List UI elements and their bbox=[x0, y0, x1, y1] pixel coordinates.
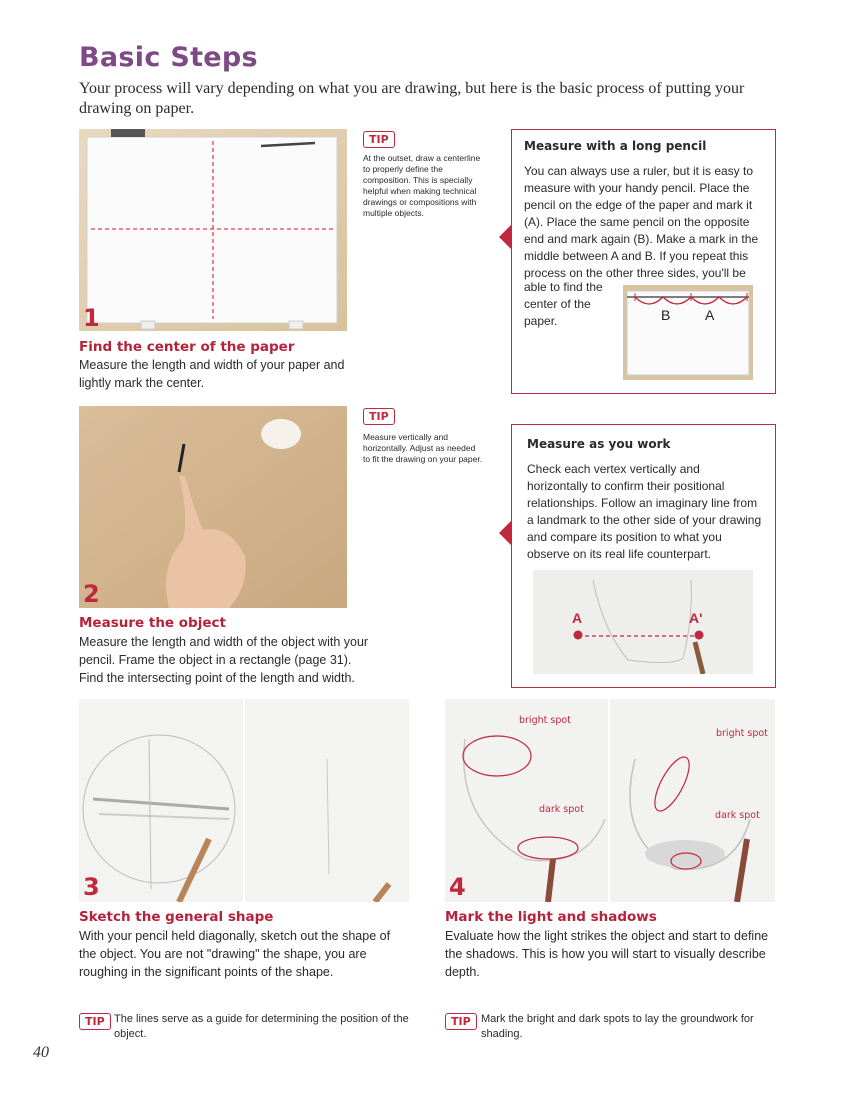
tip-1-text: At the outset, draw a centerline to properly define the composition. This is specially helpful when making technical drawings or compositions with multiple objects. bbox=[363, 153, 481, 218]
step-1-heading: Find the center of the paper bbox=[79, 339, 295, 355]
box-2-label-a: A bbox=[572, 610, 583, 626]
tip-badge: TIP bbox=[363, 131, 395, 148]
tip-3 bbox=[79, 1012, 111, 1030]
annotation-dark-spot-1: dark spot bbox=[539, 804, 584, 815]
box-2-title: Measure as you work bbox=[527, 437, 671, 451]
step-3-photo bbox=[79, 699, 409, 902]
box-1-title: Measure with a long pencil bbox=[524, 139, 707, 153]
step-2-heading: Measure the object bbox=[79, 615, 226, 631]
step-1-photo bbox=[79, 129, 347, 331]
step-4-heading: Mark the light and shadows bbox=[445, 909, 657, 925]
step-2-number: 2 bbox=[83, 580, 100, 608]
box-measure-as-you-work bbox=[511, 424, 776, 688]
step-2-photo bbox=[79, 406, 347, 608]
step-1-number: 1 bbox=[83, 304, 100, 332]
tip-badge: TIP bbox=[445, 1013, 477, 1030]
step-4-number: 4 bbox=[449, 873, 466, 901]
box-1-text: You can always use a ruler, but it is easy to measure with your handy pencil. Place the pencil on the edge of the paper and mark it (A). Place the same pencil on the opposite end and mark again (B). Make a mark in the middle between A and B. If you repeat this process on the other three sides, you'll be bbox=[524, 164, 759, 280]
box-1-pointer bbox=[499, 225, 511, 249]
annotation-bright-spot-1: bright spot bbox=[519, 715, 571, 726]
tip-4 bbox=[445, 1012, 477, 1030]
step-4-photo bbox=[445, 699, 775, 902]
tip-badge: TIP bbox=[79, 1013, 111, 1030]
tip-2-text: Measure vertically and horizontally. Adjust as needed to fit the drawing on your paper. bbox=[363, 432, 483, 464]
step-3-heading: Sketch the general shape bbox=[79, 909, 274, 925]
step-3-number: 3 bbox=[83, 873, 100, 901]
tip-4-text: Mark the bright and dark spots to lay the groundwork for shading. bbox=[481, 1013, 754, 1040]
box-1-label-a: A bbox=[705, 307, 715, 323]
step-4-body: Evaluate how the light strikes the object and start to define the shadows. This is how you will start to visually describe depth. bbox=[445, 929, 769, 979]
page-number: 40 bbox=[33, 1044, 49, 1061]
annotation-dark-spot-2: dark spot bbox=[715, 810, 760, 821]
tip-badge: TIP bbox=[363, 408, 395, 425]
tip-3-text: The lines serve as a guide for determining the position of the object. bbox=[114, 1013, 409, 1040]
box-1-label-b: B bbox=[661, 307, 671, 323]
box-2-pointer bbox=[499, 521, 511, 545]
box-1-text-side: able to find the center of the paper. bbox=[524, 280, 603, 328]
step-2-body: Measure the length and width of the object with your pencil. Frame the object in a rectangle (page 31). Find the intersecting point of the length and width. bbox=[79, 635, 369, 685]
step-3-body: With your pencil held diagonally, sketch out the shape of the object. You are not "drawing" the shape, you are roughing in the significant points of the shape. bbox=[79, 929, 391, 979]
box-1-photo bbox=[623, 285, 753, 380]
intro-text: Your process will vary depending on what you are drawing, but here is the basic process of putting your drawing on paper. bbox=[79, 80, 745, 117]
box-2-photo bbox=[533, 570, 753, 674]
box-measure-long-pencil bbox=[511, 129, 776, 394]
page-title: Basic Steps bbox=[79, 42, 258, 73]
step-1-body: Measure the length and width of your paper and lightly mark the center. bbox=[79, 358, 345, 390]
tip-2 bbox=[363, 407, 395, 425]
box-2-label-a-prime: A' bbox=[689, 610, 703, 626]
box-2-text: Check each vertex vertically and horizontally to confirm their positional relationships. Follow an imaginary line from a landmark to the other side of your drawing and compare its position to what you observe on its real life counterpart. bbox=[527, 462, 762, 561]
annotation-bright-spot-2: bright spot bbox=[716, 728, 768, 739]
tip-1 bbox=[363, 130, 395, 148]
